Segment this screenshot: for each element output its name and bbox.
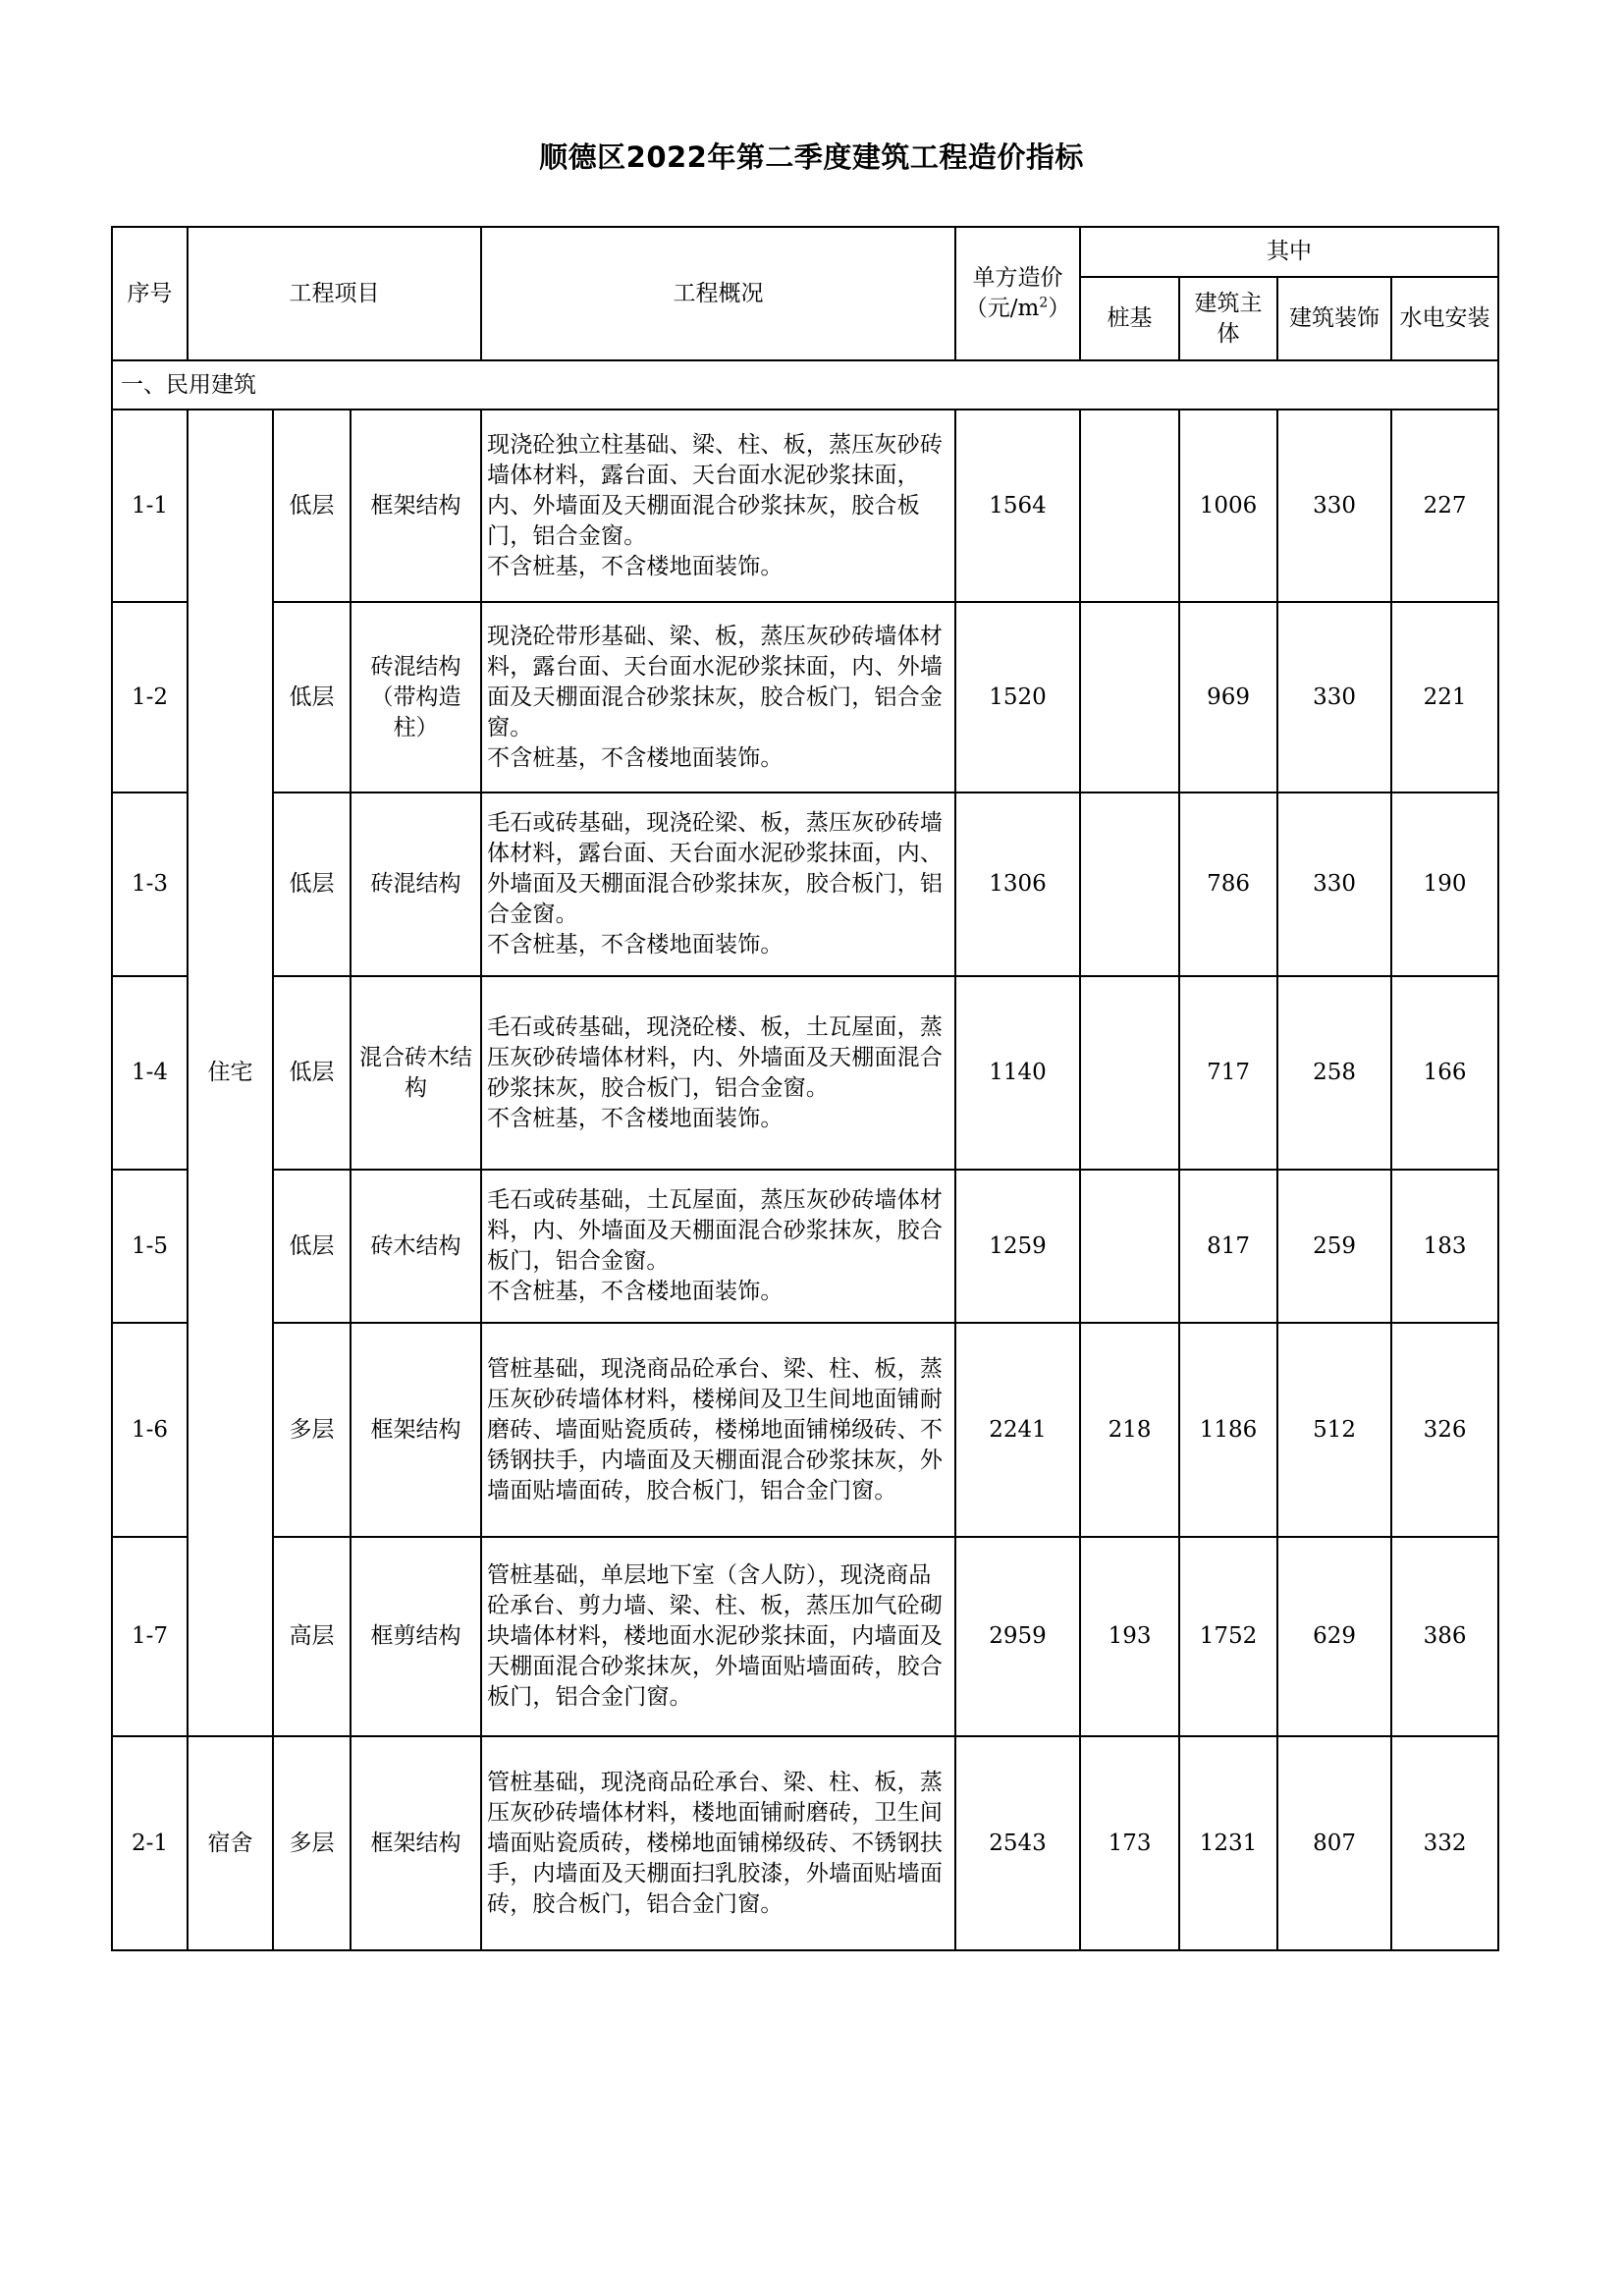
row-note: 不含桩基，不含楼地面装饰。 bbox=[487, 553, 784, 579]
row-storey: 低层 bbox=[273, 1170, 351, 1323]
row-structure-text: 框架结构 bbox=[370, 492, 461, 519]
row-main: 817 bbox=[1179, 1170, 1277, 1323]
row-deco: 330 bbox=[1277, 602, 1391, 793]
table-row bbox=[112, 976, 1498, 1170]
row-deco: 259 bbox=[1277, 1170, 1391, 1323]
row-pile: 193 bbox=[1080, 1537, 1179, 1736]
row-no: 1-7 bbox=[112, 1537, 188, 1736]
table-row bbox=[112, 1736, 1498, 1950]
row-desc-text: 毛石或砖基础，土瓦屋面，蒸压灰砂砖墙体材料，内、外墙面及天棚面混合砂浆抹灰，胶合板门，铝合金窗。 bbox=[487, 1187, 944, 1274]
unit-price-label: 单方造价 bbox=[972, 265, 1063, 291]
row-price: 2959 bbox=[955, 1537, 1080, 1736]
row-structure bbox=[351, 1170, 481, 1323]
row-desc bbox=[481, 1736, 955, 1950]
row-main: 1186 bbox=[1179, 1323, 1277, 1537]
header-of-which: 其中 bbox=[1080, 227, 1498, 277]
table-row bbox=[112, 1537, 1498, 1736]
row-storey: 低层 bbox=[273, 976, 351, 1170]
row-pile bbox=[1080, 1170, 1179, 1323]
row-pile bbox=[1080, 602, 1179, 793]
unit-a: （元/m bbox=[964, 296, 1040, 321]
row-desc bbox=[481, 1537, 955, 1736]
section-civil-buildings: 一、民用建筑 bbox=[112, 360, 1498, 410]
unit-price-unit bbox=[956, 294, 1079, 324]
row-structure bbox=[351, 1323, 481, 1537]
table-row bbox=[112, 1170, 1498, 1323]
row-structure-text: 框剪结构 bbox=[370, 1623, 461, 1649]
row-no: 1-6 bbox=[112, 1323, 188, 1537]
row-mep: 227 bbox=[1391, 410, 1498, 602]
row-structure bbox=[351, 602, 481, 793]
row-pile bbox=[1080, 976, 1179, 1170]
row-main: 717 bbox=[1179, 976, 1277, 1170]
row-price: 1306 bbox=[955, 793, 1080, 976]
row-note: 不含桩基，不含楼地面装饰。 bbox=[487, 744, 784, 771]
row-deco: 330 bbox=[1277, 410, 1391, 602]
row-pile: 218 bbox=[1080, 1323, 1179, 1537]
header-project: 工程项目 bbox=[188, 227, 481, 360]
row-deco: 807 bbox=[1277, 1736, 1391, 1950]
row-desc-text: 管桩基础，现浇商品砼承台、梁、柱、板，蒸压灰砂砖墙体材料，楼地面铺耐磨砖，卫生间墙面贴瓷质砖，楼梯地面铺梯级砖、不锈钢扶手，内墙面及天棚面扫乳胶漆，外墙面贴墙面砖，胶合板门，铝合金门窗。 bbox=[487, 1769, 944, 1917]
row-storey: 低层 bbox=[273, 602, 351, 793]
row-price: 2241 bbox=[955, 1323, 1080, 1537]
category-residential: 住宅 bbox=[188, 410, 273, 1736]
row-price: 2543 bbox=[955, 1736, 1080, 1950]
table-row bbox=[112, 793, 1498, 976]
row-mep: 326 bbox=[1391, 1323, 1498, 1537]
row-price: 1259 bbox=[955, 1170, 1080, 1323]
row-no: 1-4 bbox=[112, 976, 188, 1170]
header-main-body bbox=[1179, 277, 1277, 360]
row-structure-text: 混合砖木结构 bbox=[359, 1044, 472, 1101]
header-unit-price bbox=[955, 227, 1080, 360]
unit-sup: 2 bbox=[1039, 295, 1049, 311]
row-storey: 低层 bbox=[273, 410, 351, 602]
row-structure-text: 框架结构 bbox=[370, 1830, 461, 1856]
page-title: 顺德区2022年第二季度建筑工程造价指标 bbox=[539, 140, 1084, 174]
row-no: 1-2 bbox=[112, 602, 188, 793]
row-desc bbox=[481, 1170, 955, 1323]
cost-index-table bbox=[111, 226, 1499, 1951]
row-storey: 多层 bbox=[273, 1323, 351, 1537]
table-row bbox=[112, 602, 1498, 793]
row-deco: 512 bbox=[1277, 1323, 1391, 1537]
row-structure bbox=[351, 793, 481, 976]
row-note: 不含桩基，不含楼地面装饰。 bbox=[487, 932, 784, 957]
row-pile bbox=[1080, 410, 1179, 602]
row-note: 不含桩基，不含楼地面装饰。 bbox=[487, 1279, 784, 1304]
row-desc bbox=[481, 602, 955, 793]
row-structure bbox=[351, 410, 481, 602]
row-price: 1140 bbox=[955, 976, 1080, 1170]
row-desc bbox=[481, 410, 955, 602]
row-structure-text: 框架结构 bbox=[370, 1416, 461, 1443]
row-structure bbox=[351, 1736, 481, 1950]
row-desc-text: 毛石或砖基础，现浇砼楼、板，土瓦屋面，蒸压灰砂砖墙体材料，内、外墙面及天棚面混合砂浆抹灰，胶合板门，铝合金窗。 bbox=[487, 1013, 944, 1101]
row-mep: 386 bbox=[1391, 1537, 1498, 1736]
header-mep bbox=[1391, 277, 1498, 360]
row-price: 1564 bbox=[955, 410, 1080, 602]
row-no: 1-3 bbox=[112, 793, 188, 976]
row-price: 1520 bbox=[955, 602, 1080, 793]
table-row bbox=[112, 410, 1498, 602]
category-dormitory: 宿舍 bbox=[188, 1736, 273, 1950]
row-desc-text: 现浇砼独立柱基础、梁、柱、板，蒸压灰砂砖墙体材料，露台面、天台面水泥砂浆抹面，内、外墙面及天棚面混合砂浆抹灰，胶合板门，铝合金窗。 bbox=[487, 431, 944, 549]
row-desc-text: 管桩基础，现浇商品砼承台、梁、柱、板，蒸压灰砂砖墙体材料，楼梯间及卫生间地面铺耐磨砖、墙面贴瓷质砖，楼梯地面铺梯级砖、不锈钢扶手，内墙面及天棚面混合砂浆抹灰，外墙面贴墙面砖，胶合板门，铝合金门窗。 bbox=[487, 1355, 944, 1503]
row-structure bbox=[351, 1537, 481, 1736]
table-row bbox=[112, 1323, 1498, 1537]
row-deco: 629 bbox=[1277, 1537, 1391, 1736]
row-mep: 190 bbox=[1391, 793, 1498, 976]
row-deco: 258 bbox=[1277, 976, 1391, 1170]
row-deco: 330 bbox=[1277, 793, 1391, 976]
row-structure-text: 砖混结构（带构造柱） bbox=[370, 653, 461, 740]
row-no: 2-1 bbox=[112, 1736, 188, 1950]
header-overview: 工程概况 bbox=[481, 227, 955, 360]
row-mep: 166 bbox=[1391, 976, 1498, 1170]
row-pile bbox=[1080, 793, 1179, 976]
row-structure-text: 砖混结构 bbox=[370, 871, 461, 897]
row-main: 1231 bbox=[1179, 1736, 1277, 1950]
row-storey: 高层 bbox=[273, 1537, 351, 1736]
header-no: 序号 bbox=[112, 227, 188, 360]
row-desc bbox=[481, 1323, 955, 1537]
row-no: 1-1 bbox=[112, 410, 188, 602]
row-pile: 173 bbox=[1080, 1736, 1179, 1950]
row-desc-text: 管桩基础，单层地下室（含人防），现浇商品砼承台、剪力墙、梁、柱、板，蒸压加气砼砌块墙体材料，楼地面水泥砂浆抹面，内墙面及天棚面混合砂浆抹灰，外墙面贴墙面砖，胶合板门，铝合金门窗。 bbox=[487, 1562, 944, 1710]
row-desc-text: 毛石或砖基础，现浇砼梁、板，蒸压灰砂砖墙体材料，露台面、天台面水泥砂浆抹面，内、外墙面及天棚面混合砂浆抹灰，胶合板门，铝合金窗。 bbox=[487, 810, 944, 927]
header-pile: 桩基 bbox=[1080, 277, 1179, 360]
header-mep-text: 水电安装 bbox=[1399, 305, 1490, 331]
row-storey: 低层 bbox=[273, 793, 351, 976]
row-structure bbox=[351, 976, 481, 1170]
row-main: 786 bbox=[1179, 793, 1277, 976]
row-mep: 183 bbox=[1391, 1170, 1498, 1323]
row-storey: 多层 bbox=[273, 1736, 351, 1950]
row-main: 1006 bbox=[1179, 410, 1277, 602]
row-mep: 332 bbox=[1391, 1736, 1498, 1950]
row-main: 969 bbox=[1179, 602, 1277, 793]
header-decoration: 建筑装饰 bbox=[1277, 277, 1391, 360]
row-note: 不含桩基，不含楼地面装饰。 bbox=[487, 1105, 784, 1131]
unit-b: ） bbox=[1048, 296, 1071, 321]
row-no: 1-5 bbox=[112, 1170, 188, 1323]
row-desc bbox=[481, 793, 955, 976]
row-main: 1752 bbox=[1179, 1537, 1277, 1736]
row-desc bbox=[481, 976, 955, 1170]
row-structure-text: 砖木结构 bbox=[370, 1232, 461, 1259]
row-desc-text: 现浇砼带形基础、梁、板，蒸压灰砂砖墙体材料，露台面、天台面水泥砂浆抹面，内、外墙面及天棚面混合砂浆抹灰，胶合板门，铝合金窗。 bbox=[487, 623, 944, 740]
header-main-body-text: 建筑主体 bbox=[1194, 290, 1263, 347]
row-mep: 221 bbox=[1391, 602, 1498, 793]
